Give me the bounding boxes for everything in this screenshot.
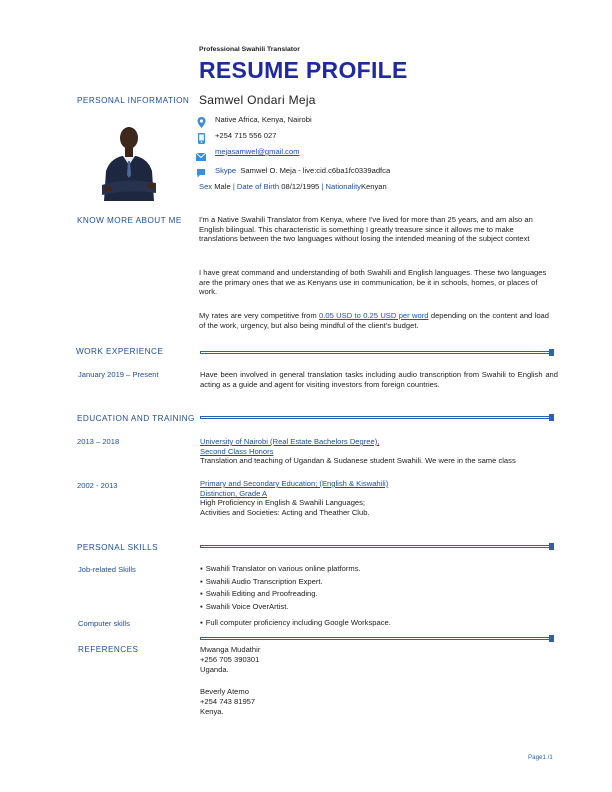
skype-label: Skype xyxy=(215,166,237,175)
education-institution: Primary and Secondary Education; (English & Kiswahili) xyxy=(200,479,389,488)
reference-entry xyxy=(200,687,255,718)
person-name: Samwel Ondari Meja xyxy=(199,93,316,107)
reference-entry xyxy=(200,645,260,676)
list-item: ▪ Swahili Editing and Proofreading. xyxy=(200,588,361,601)
list-item: ▪ Swahili Audio Transcription Expert. xyxy=(200,576,361,589)
education-entry xyxy=(200,437,560,466)
page-title: RESUME PROFILE xyxy=(199,57,408,83)
envelope-icon xyxy=(196,148,205,158)
section-divider xyxy=(200,416,554,419)
section-label-work-experience: WORK EXPERIENCE xyxy=(76,347,164,356)
about-paragraph-1: I'm a Native Swahili Translator from Kenya, where I've lived for more than 25 years, and am also an English bilingual. This characteristic is something I greatly treasure since it allows me to make translations between the two languages without losing the intended meaning of the subject context xyxy=(199,215,533,244)
work-date: January 2019 – Present xyxy=(78,370,159,379)
dob-value: 08/12/1995 xyxy=(281,182,320,191)
sex-value: Male xyxy=(214,182,231,191)
rates-text-after: depending on the content and load of the work, urgency, but also being mindful of the client's budget. xyxy=(199,311,549,330)
reference-phone: +254 743 81957 xyxy=(200,697,256,707)
document-subtitle: Professional Swahili Translator xyxy=(199,46,300,53)
education-date: 2002 - 2013 xyxy=(77,481,118,490)
rates-link[interactable]: 0.05 USD to 0.25 USD per word xyxy=(319,311,429,320)
reference-country: Uganda. xyxy=(200,665,229,675)
separator: | xyxy=(321,182,324,191)
chat-bubble-icon xyxy=(196,165,205,175)
sex-label: Sex xyxy=(199,182,213,191)
personal-details-line xyxy=(199,182,387,192)
about-paragraph-3 xyxy=(199,311,549,330)
reference-phone: +256 705 390301 xyxy=(200,655,260,665)
job-skills-label: Job-related Skills xyxy=(78,565,136,574)
section-label-about: KNOW MORE ABOUT ME xyxy=(77,216,182,225)
section-label-personal-skills: PERSONAL SKILLS xyxy=(77,543,159,552)
skype-value: Samwel O. Meja - live:cid.c6ba1fc0339adfca xyxy=(240,166,391,175)
dob-label: Date of Birth xyxy=(236,182,280,191)
rates-text: My rates are very competitive from xyxy=(199,311,317,320)
education-detail: Translation and teaching of Ugandan & Sudanese student Swahili. We were in the same class xyxy=(200,456,516,466)
profile-photo xyxy=(94,119,164,201)
education-detail: High Proficiency in English & Swahili Languages; xyxy=(200,498,366,508)
page-number: Page1 /1 xyxy=(528,754,553,761)
email-link[interactable]: mejasamwel@gmail.com xyxy=(215,147,300,156)
education-grade: Distinction, Grade A xyxy=(200,488,268,498)
education-detail: Activities and Societies: Acting and Theather Club. xyxy=(200,508,370,518)
nationality-label: Nationality xyxy=(325,182,361,191)
list-item: ▪ Swahili Voice OverArtist. xyxy=(200,601,361,614)
section-label-personal-information: PERSONAL INFORMATION xyxy=(77,96,190,105)
education-entry xyxy=(200,479,560,518)
list-item: ▪ Swahili Translator on various online platforms. xyxy=(200,563,361,576)
computer-skills-label: Computer skills xyxy=(78,619,130,628)
section-divider xyxy=(200,545,554,548)
job-skills-list xyxy=(200,563,361,613)
nationality-value: Kenyan xyxy=(360,182,387,191)
reference-name: Mwanga Mudathir xyxy=(200,645,261,654)
education-grade: Second Class Honors xyxy=(200,446,274,456)
about-paragraph-2: I have great command and understanding of both Swahili and English languages. These two languages are the primary ones that we as Kenyans use in communication, be it in schools, homes, or places of work. xyxy=(199,268,547,297)
skype-line xyxy=(215,166,390,176)
section-label-education: EDUCATION AND TRAINING xyxy=(77,414,195,423)
education-date: 2013 – 2018 xyxy=(77,437,120,446)
section-divider xyxy=(200,351,554,354)
reference-country: Kenya. xyxy=(200,707,224,717)
reference-name: Beverly Atemo xyxy=(200,687,249,696)
location-pin-icon xyxy=(197,115,206,125)
work-description: Have been involved in general translation tasks including audio transcription from Swahili to English and acting as a guide and agent for visiting investors from foreign countries. xyxy=(200,370,558,389)
address-text: Native Africa, Kenya, Nairobi xyxy=(215,115,312,124)
section-divider xyxy=(200,637,554,640)
section-label-references: REFERENCES xyxy=(78,645,139,654)
computer-skills-list xyxy=(200,618,391,628)
separator: | xyxy=(232,182,235,191)
education-institution: University of Nairobi (Real Estate Bachelors Degree), xyxy=(200,437,380,446)
phone-icon xyxy=(197,131,206,141)
phone-text: +254 715 556 027 xyxy=(215,131,277,140)
list-item: ▪ Full computer proficiency including Google Workspace. xyxy=(200,618,391,628)
